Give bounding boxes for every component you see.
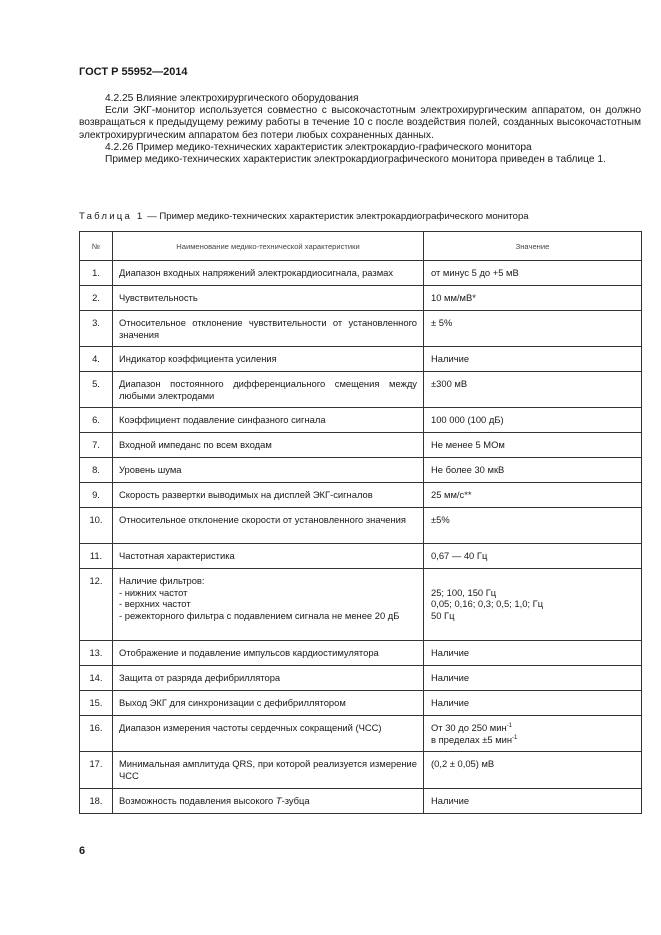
row-value: 10 мм/мВ* (424, 286, 642, 311)
table-caption-label: Таблица 1 (79, 211, 145, 222)
table-row (80, 508, 642, 544)
row-value: ±300 мВ (424, 372, 642, 408)
row-num: 15. (80, 691, 113, 716)
table-row (80, 372, 642, 408)
table-caption (79, 211, 529, 222)
row-value: от минус 5 до +5 мВ (424, 261, 642, 286)
row-name: Скорость развертки выводимых на дисплей ЭКГ-сигналов (113, 483, 424, 508)
hr-range: От 30 до 250 мин (431, 722, 507, 733)
row-value: 25 мм/с** (424, 483, 642, 508)
row-value: ±5% (424, 508, 642, 544)
row-value: ± 5% (424, 311, 642, 347)
row-num: 3. (80, 311, 113, 347)
row-name: Отображение и подавление импульсов кардиостимулятора (113, 641, 424, 666)
section-4-2-25-text: Если ЭКГ-монитор используется совместно с высокочастотным электрохирургическим аппаратом, он должно возвращаться к предыдущему режиму работы в течение 10 с после воздействия полей, созданных высокочастотным электрохирургическим аппаратом без потери любых сохраненных данных. (79, 105, 641, 141)
table-header-row (80, 232, 642, 261)
filter-notch-value: 50 Гц (431, 609, 455, 621)
table-row (80, 716, 642, 752)
row-num: 4. (80, 347, 113, 372)
row-num: 11. (80, 544, 113, 569)
row-name: Частотная характеристика (113, 544, 424, 569)
row-name-italic: T (275, 795, 282, 806)
filter-low-pass-value: 25; 100, 150 Гц (431, 586, 497, 598)
section-4-2-26-text: Пример медико-технических характеристик электрокардиографического монитора приведен в таблице 1. (105, 154, 606, 166)
row-name: Чувствительность (113, 286, 424, 311)
header-num: № (80, 232, 113, 261)
filter-notch: - режекторного фильтра с подавлением сигнала не менее 20 дБ (119, 609, 400, 621)
row-num: 13. (80, 641, 113, 666)
row-num: 9. (80, 483, 113, 508)
row-value: Наличие (424, 641, 642, 666)
section-4-2-26-heading: 4.2.26 Пример медико-технических характеристик электрокардио-графического монитора (105, 141, 532, 153)
row-value: Наличие (424, 789, 642, 814)
table-row (80, 691, 642, 716)
filter-value-spacer (431, 575, 635, 587)
filter-low-pass: - нижних частот (119, 586, 188, 598)
row-num: 16. (80, 716, 113, 752)
row-name: Входной импеданс по всем входам (113, 433, 424, 458)
table-row (80, 458, 642, 483)
row-num: 7. (80, 433, 113, 458)
row-value: Наличие (424, 666, 642, 691)
row-num: 8. (80, 458, 113, 483)
row-num: 1. (80, 261, 113, 286)
row-value: Не более 30 мкВ (424, 458, 642, 483)
table-row (80, 483, 642, 508)
row-name (113, 569, 424, 641)
row-name: Выход ЭКГ для синхронизации с дефибриллятором (113, 691, 424, 716)
row-num: 18. (80, 789, 113, 814)
row-num: 5. (80, 372, 113, 408)
hr-accuracy: в пределах ±5 мин (431, 733, 513, 745)
row-name: Защита от разряда дефибриллятора (113, 666, 424, 691)
row-value: (0,2 ± 0,05) мВ (424, 752, 642, 789)
body-text (79, 93, 641, 166)
row-name: Диапазон входных напряжений электрокардиосигнала, размах (113, 261, 424, 286)
characteristics-table (79, 231, 642, 814)
row-value (424, 569, 642, 641)
table-row (80, 261, 642, 286)
table-row (80, 544, 642, 569)
table-row (80, 666, 642, 691)
row-name-suffix: -зубца (281, 795, 310, 806)
row-num: 6. (80, 408, 113, 433)
row-name: Индикатор коэффициента усиления (113, 347, 424, 372)
row-name: Относительное отклонение скорости от установленного значения (113, 508, 424, 544)
hr-accuracy-line (431, 734, 635, 746)
table-row (80, 408, 642, 433)
table-caption-text: — Пример медико-технических характеристик электрокардиографического монитора (144, 211, 529, 222)
filter-heading: Наличие фильтров: (119, 575, 205, 586)
row-name: Диапазон постоянного дифференциального смещения между любыми электродами (113, 372, 424, 408)
hr-accuracy-unit-exp: -1 (512, 734, 518, 741)
row-value: Не менее 5 МОм (424, 433, 642, 458)
row-value: 100 000 (100 дБ) (424, 408, 642, 433)
row-value (424, 716, 642, 752)
hr-range-line (431, 722, 635, 734)
table-row (80, 347, 642, 372)
row-num: 14. (80, 666, 113, 691)
page-number: 6 (79, 845, 86, 857)
table-row (80, 789, 642, 814)
row-name: Диапазон измерения частоты сердечных сокращений (ЧСС) (113, 716, 424, 752)
table-row (80, 569, 642, 641)
row-name: Относительное отклонение чувствительности от установленного значения (113, 311, 424, 347)
row-name: Коэффициент подавление синфазного сигнала (113, 408, 424, 433)
row-num: 10. (80, 508, 113, 544)
table-row (80, 433, 642, 458)
row-name: Минимальная амплитуда QRS, при которой реализуется измерение ЧСС (113, 752, 424, 789)
filter-high-pass: - верхних частот (119, 598, 191, 609)
header-name: Наименование медико-технической характеристики (113, 232, 424, 261)
row-value: Наличие (424, 347, 642, 372)
filter-high-pass-value: 0,05; 0,16; 0,3; 0,5; 1,0; Гц (431, 598, 544, 609)
table-row (80, 752, 642, 789)
row-name: Уровень шума (113, 458, 424, 483)
document-header: ГОСТ Р 55952—2014 (79, 66, 188, 78)
row-value: 0,67 — 40 Гц (424, 544, 642, 569)
row-name (113, 789, 424, 814)
hr-range-unit-exp: -1 (506, 722, 512, 729)
table-row (80, 286, 642, 311)
header-value: Значение (424, 232, 642, 261)
row-num: 17. (80, 752, 113, 789)
section-4-2-25-heading: 4.2.25 Влияние электрохирургического оборудования (105, 93, 359, 104)
row-value: Наличие (424, 691, 642, 716)
table-row (80, 641, 642, 666)
table-row (80, 311, 642, 347)
row-num: 2. (80, 286, 113, 311)
row-name-part: Возможность подавления высокого (119, 795, 276, 806)
row-num: 12. (80, 569, 113, 641)
